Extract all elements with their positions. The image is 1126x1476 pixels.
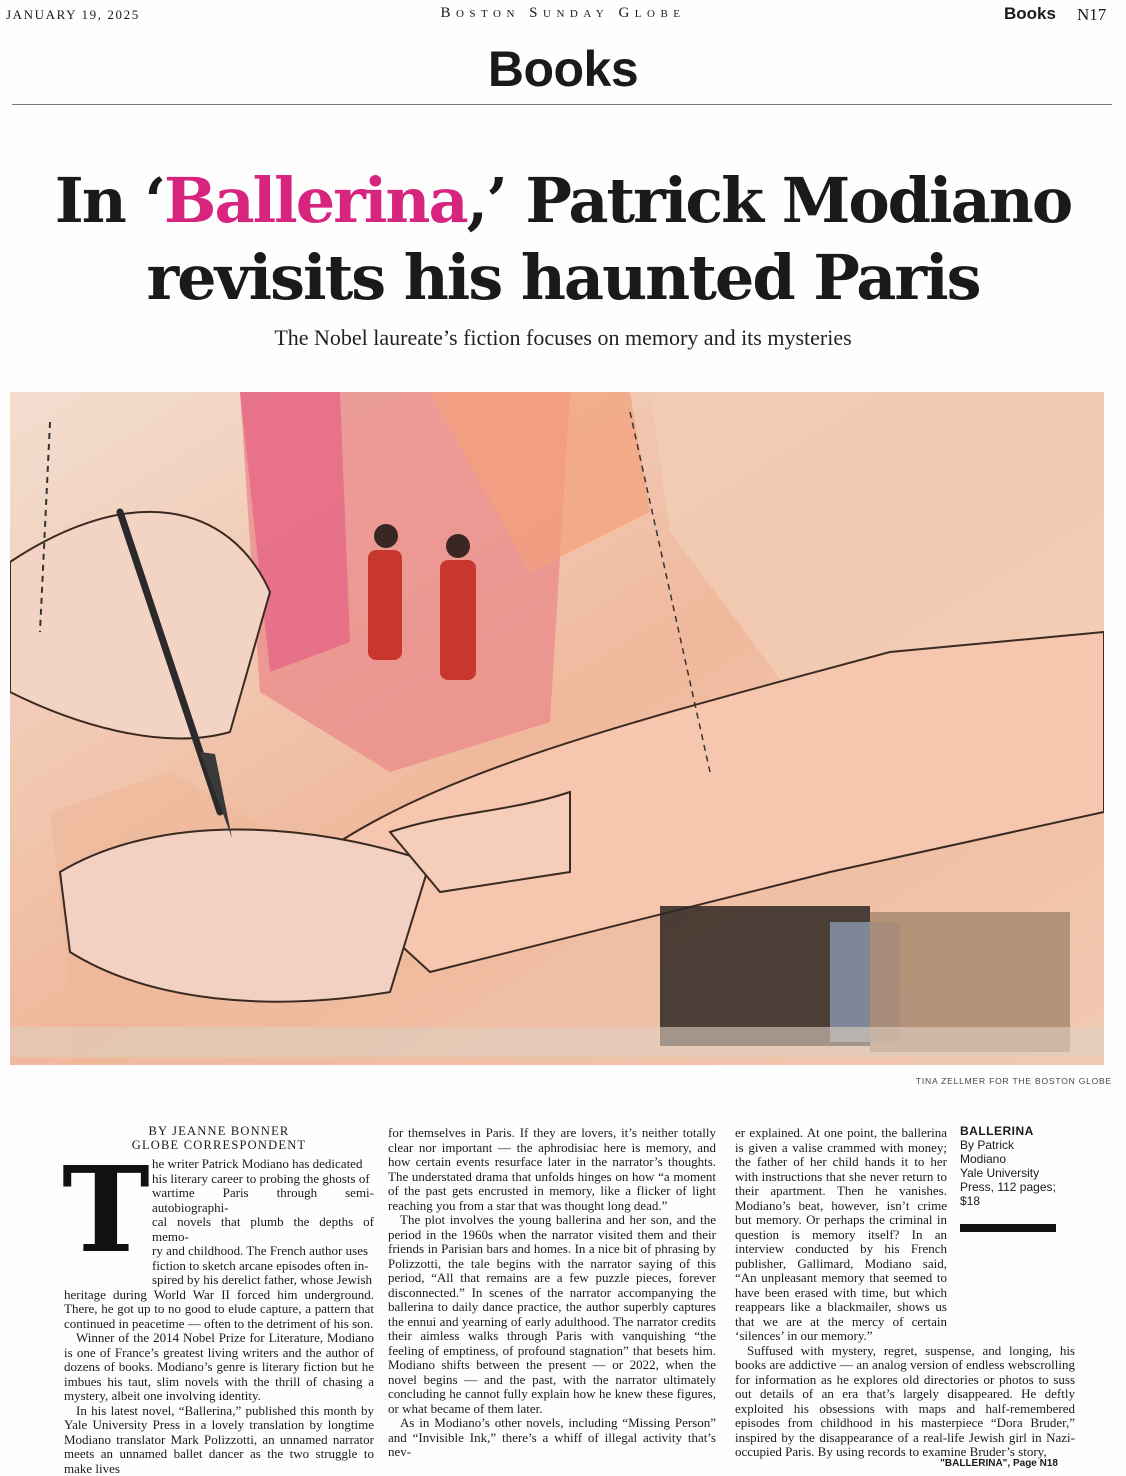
masthead: Boston Sunday Globe	[440, 5, 686, 21]
text-line: heritage during World War II forced him underground. There, he got up to no good to elude capture, a pattern that continued in peacetime — often to the detriment of his son.	[64, 1286, 374, 1331]
headline	[0, 162, 1126, 316]
section-title: Books	[487, 41, 639, 97]
paragraph: for themselves in Paris. If they are lovers, it’s neither totally clear nor important — the aphrodisiac here is memory, and how certain events resurface later in the narrator’s thoughts. The understated drama that unfolds hinges on how “a moment of the past gets encrusted in memory, like a flicker of light reaching you from a star that was thought long dead.”	[388, 1125, 716, 1213]
text-line: wartime Paris through semi-autobiographi-	[152, 1185, 374, 1215]
infobox-publisher: Yale University Press, 112 pages; $18	[960, 1166, 1056, 1208]
paragraph: The plot involves the young ballerina and her son, and the period in the 1960s when the narrator visited them and their friends in Parisian bars and homes. In a nice bit of phrasing by Polizzotti, the tale begins with the narrator saying of this period, “All that remains are a few puzzle pieces, forever disconnected.” In scenes of the narrator accompanying the ballerina to daily dance practice, the author superbly captures the ennui and yearning of early adulthood. The narrator credits their aimless walks through Paris with vanquishing “the feeling of emptiness, of profound stagnation” that besets him. Modiano shifts between the present — or 2022, when the novel begins — and the past, with the narrator ultimately concluding he cannot fully explain how he knew these figures, or what became of them later.	[388, 1212, 716, 1416]
paragraph: Winner of the 2014 Nobel Prize for Literature, Modiano is one of France’s greatest living writers and the author of dozens of books. Modiano’s genre is literary fiction but he imbues his taut, slim novels with the thrill of chasing a mystery, albeit one involving identity.	[64, 1330, 374, 1403]
text-line: cal novels that plumb the depths of memo-	[152, 1214, 374, 1244]
section-tag: Books	[1004, 4, 1056, 23]
text-line: ry and childhood. The French author uses	[152, 1243, 369, 1258]
ballerina-illustration	[10, 392, 1104, 1065]
text-line: fiction to sketch arcane episodes often in-	[152, 1257, 369, 1273]
issue-date: JANUARY 19, 2025	[6, 7, 140, 22]
infobox-rule	[960, 1224, 1056, 1232]
paragraph: er explained. At one point, the ballerina is given a valise crammed with money; the father of her child hands it to her with instructions that she never return to their apartment. Then he vanishes. Modiano’s beat, however, isn’t crime but memory. Or perhaps the criminal in question is memory itself? In an interview conducted by his French publisher, Gallimard, Modiano said, “An unpleasant memory that seemed to have been erased with time, but which reappears like a blackmailer, shows us that we are at the mercy of certain ‘silences’ in our memory.”	[735, 1125, 947, 1343]
photo-credit: TINA ZELLMER FOR THE BOSTON GLOBE	[915, 1076, 1112, 1086]
infobox-author: By Patrick Modiano	[960, 1138, 1015, 1166]
book-infobox	[960, 1124, 1060, 1208]
text-line: spired by his derelict father, whose Jewish	[152, 1272, 373, 1287]
paragraph: In his latest novel, “Ballerina,” published this month by Yale University Press in a lovely translation by longtime Modiano translator Mark Polizzotti, an unnamed narrator meets an unnamed ballet dancer as the two struggle to make lives	[64, 1402, 374, 1476]
text-line: he writer Patrick Modiano has dedicated	[152, 1156, 363, 1171]
headline-line2: revisits his haunted Paris	[146, 241, 980, 314]
writing-hand	[10, 512, 270, 739]
paragraph: As in Modiano’s other novels, including “Missing Person” and “Invisible Ink,” there’s a whiff of illegal activity that’s nev-	[388, 1415, 716, 1459]
page-number: N17	[1077, 5, 1107, 24]
text-line: his literary career to probing the ghosts of	[152, 1170, 370, 1186]
article-column-2	[388, 1126, 716, 1460]
drop-cap: T	[62, 1140, 150, 1279]
paragraph: Suffused with mystery, regret, suspense, and longing, his books are addictive — an analog version of endless webscrolling for information as he explores old directories or photos to suss out details of an era that’s largely disappeared. He deftly exploited his obsessions with maps and half-remembered episodes from childhood in his masterpiece “Dora Bruder,” inspired by the disappearance of a real-life Jewish girl in Nazi-occupied Paris. By using records to examine Bruder’s story,	[735, 1342, 1075, 1459]
byline-author: BY JEANNE BONNER	[148, 1124, 290, 1138]
headline-part2: ,’ Patrick Modiano	[466, 164, 1072, 237]
infobox-title: BALLERINA	[960, 1124, 1034, 1138]
subhead: The Nobel laureate’s fiction focuses on memory and its mysteries	[274, 325, 852, 350]
jump-line: "BALLERINA", Page N18	[940, 1458, 1058, 1469]
section-rule	[12, 104, 1112, 105]
byline-role: GLOBE CORRESPONDENT	[131, 1138, 307, 1152]
headline-part1: In ‘	[54, 164, 165, 237]
headline-highlight: Ballerina	[164, 164, 467, 237]
